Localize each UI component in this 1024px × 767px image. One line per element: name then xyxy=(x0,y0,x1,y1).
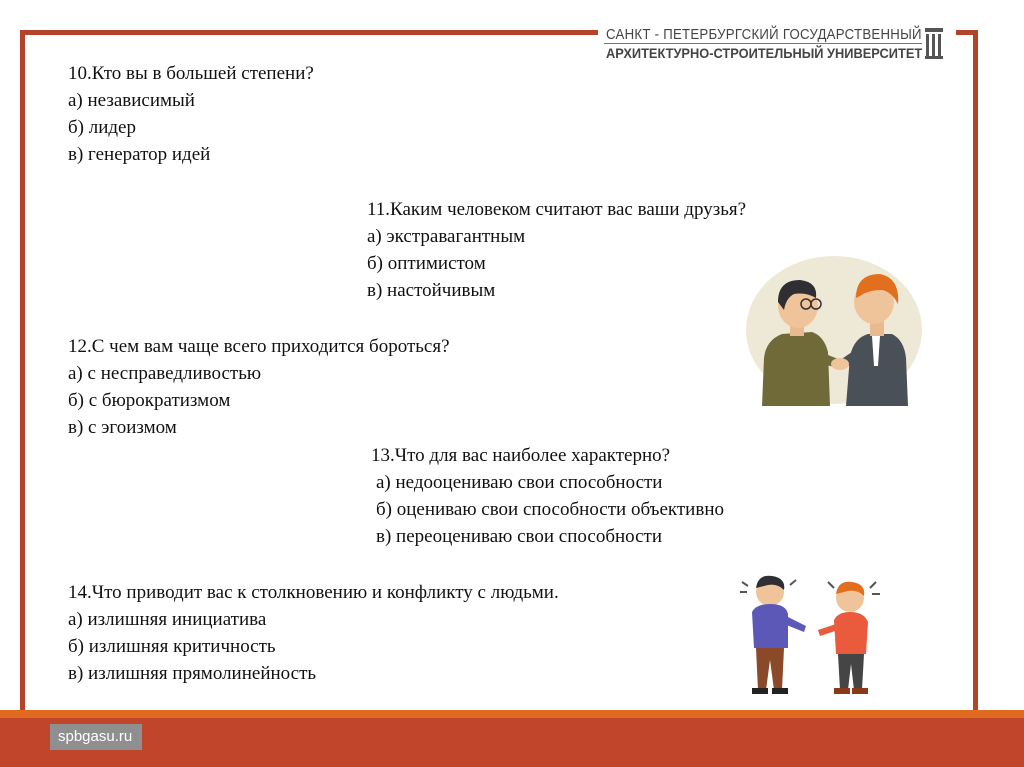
university-name-line2: АРХИТЕКТУРНО-СТРОИТЕЛЬНЫЙ УНИВЕРСИТЕТ xyxy=(606,45,923,61)
question-12 xyxy=(68,333,450,441)
conflict-illustration xyxy=(730,568,900,698)
answer-option: в) генератор идей xyxy=(68,144,211,165)
university-name-line1: САНКТ - ПЕТЕРБУРГСКИЙ ГОСУДАРСТВЕННЫЙ xyxy=(606,26,922,43)
question-text: 13.Что для вас наиболее характерно? xyxy=(371,445,671,466)
footer-band xyxy=(0,718,1024,767)
question-text: 12.С чем вам чаще всего приходится бороться? xyxy=(68,336,450,357)
answer-option: в) настойчивым xyxy=(367,280,496,301)
answer-option: в) излишняя прямолинейность xyxy=(68,663,317,684)
answer-option: а) независимый xyxy=(68,90,195,111)
answer-option: а) экстравагантным xyxy=(367,226,526,247)
question-text: 14.Что приводит вас к столкновению и конфликту с людьми. xyxy=(68,582,559,603)
answer-option: б) лидер xyxy=(68,117,136,138)
answer-option: в) с эгоизмом xyxy=(68,417,177,438)
answer-option: а) с несправедливостью xyxy=(68,363,262,384)
question-11 xyxy=(367,196,746,304)
answer-option: а) излишняя инициатива xyxy=(68,609,267,630)
handshake-illustration xyxy=(742,248,922,406)
answer-option: а) недооцениваю свои способности xyxy=(376,472,663,493)
answer-option: б) с бюрократизмом xyxy=(68,390,231,411)
header-divider xyxy=(604,43,922,44)
question-text: 10.Кто вы в большей степени? xyxy=(68,63,314,84)
university-logo-icon xyxy=(924,26,944,60)
answer-option: б) оцениваю свои способности объективно xyxy=(376,499,724,520)
question-14 xyxy=(68,579,559,687)
answer-option: б) излишняя критичность xyxy=(68,636,276,657)
question-10 xyxy=(68,60,314,168)
footer-site-link[interactable]: spbgasu.ru xyxy=(58,728,133,745)
answer-option: в) переоцениваю свои способности xyxy=(376,526,663,547)
answer-option: б) оптимистом xyxy=(367,253,486,274)
question-13 xyxy=(371,442,724,550)
question-text: 11.Каким человеком считают вас ваши друзья? xyxy=(367,199,747,220)
footer-stripe xyxy=(0,710,1024,718)
